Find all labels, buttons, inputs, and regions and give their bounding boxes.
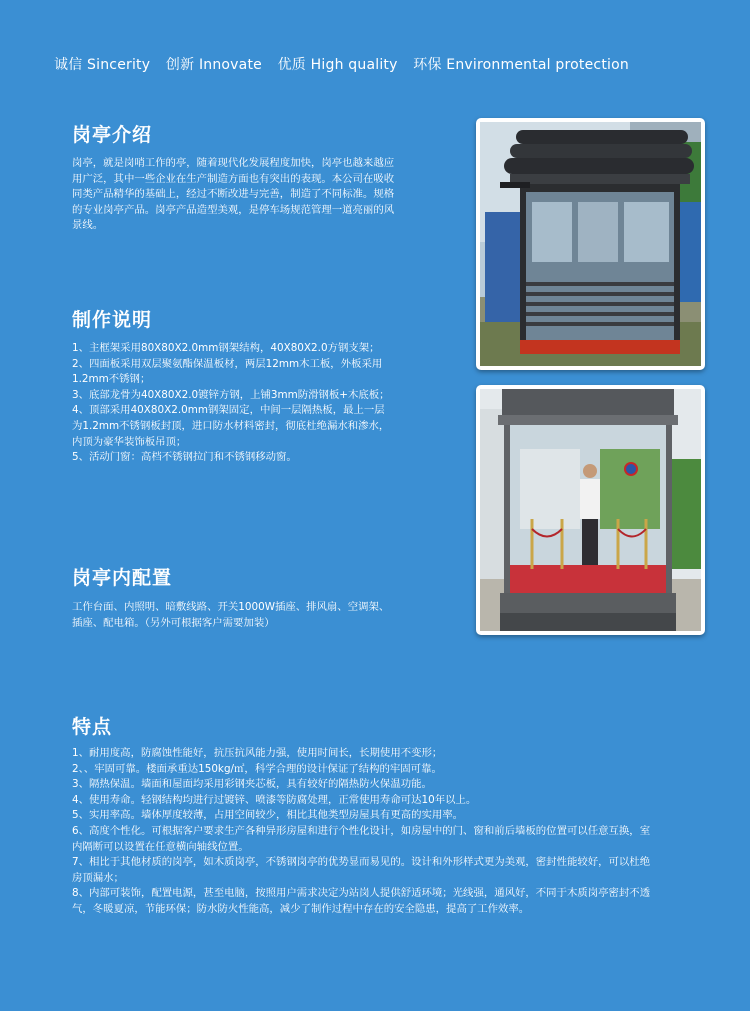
features-item: 8、内部可装饰，配置电源，甚至电脑，按照用户需求决定为站岗人提供舒适环境；光线强，通风好，不同于木质岗亭密封不透气，冬暖夏凉，节能环保；防水防火性能高，减少了制作过程中存在的安全隐患，提高了工作效率。 xyxy=(72,887,651,915)
slogan-item-environment: 环保 Environmental protection xyxy=(413,57,629,73)
booth-photo-2 xyxy=(476,385,705,635)
features-list xyxy=(72,746,652,918)
booth-photo-1 xyxy=(476,118,705,370)
intro-title: 岗亭介绍 xyxy=(72,124,153,146)
features-item: 3、隔热保温。墙面和屋面均采用彩钢夹芯板，具有较好的隔热防火保温功能。 xyxy=(72,778,432,791)
features-item: 4、使用寿命。轻钢结构均进行过镀锌、喷漆等防腐处理，正常使用寿命可达10年以上。 xyxy=(72,793,477,806)
making-item: 3、底部龙骨为40X80X2.0镀锌方钢，上铺3mm防滑钢板+木底板； xyxy=(72,388,390,401)
features-item: 2、、牢固可靠。楼面承重达150kg/㎡，科学合理的设计保证了结构的牢固可靠。 xyxy=(72,762,442,775)
config-body xyxy=(72,600,392,631)
intro-body xyxy=(72,156,398,234)
slogan-item-quality: 优质 High quality xyxy=(277,57,398,73)
making-item: 4、顶部采用40X80X2.0mm钢架固定，中间一层隔热板，最上一层为1.2mm不锈钢板封顶，进口防水材料密封，彻底杜绝漏水和渗水，内顶为豪华装饰板吊顶； xyxy=(72,404,390,448)
features-item: 7、相比于其他材质的岗亭，如木质岗亭，不锈钢岗亭的优势显而易见的。设计和外形样式更为美观，密封性能较好，可以杜绝房顶漏水； xyxy=(72,856,651,884)
features-item: 1、耐用度高，防腐蚀性能好，抗压抗风能力强，使用时间长，长期使用不变形； xyxy=(72,747,443,759)
making-item: 2、四面板采用双层聚氨酯保温板材，两层12mm木工板，外板采用1.2mm不锈钢； xyxy=(72,357,383,386)
booth-1-illustration xyxy=(480,122,701,366)
slogan-bar xyxy=(54,54,640,74)
config-text: 工作台面、内照明、暗敷线路、开关1000W插座、排风扇、空调架、插座、配电箱。（另外可根据客户需要加装） xyxy=(72,601,390,629)
making-item: 5、活动门窗：高档不锈钢拉门和不锈钢移动窗。 xyxy=(72,451,297,464)
config-title: 岗亭内配置 xyxy=(72,567,173,589)
booth-2-illustration xyxy=(480,389,701,631)
features-title: 特点 xyxy=(72,716,113,738)
making-list xyxy=(72,341,392,466)
features-item: 5、实用率高。墙体厚度较薄，占用空间较少，相比其他类型房屋具有更高的实用率。 xyxy=(72,809,464,822)
slogan-item-innovate: 创新 Innovate xyxy=(165,57,262,73)
slogan-item-sincerity: 诚信 Sincerity xyxy=(54,57,151,73)
intro-text: 岗亭，就是岗哨工作的亭，随着现代化发展程度加快，岗亭也越来越应用广泛，其中一些企业在生产制造方面也有突出的表现。本公司在吸收同类产品精华的基础上，经过不断改进与完善，制造了不同标准。规格的专业岗亭产品。岗亭产品造型美观，是停车场规范管理一道亮丽的风景线。 xyxy=(72,157,395,232)
features-item: 6、高度个性化。可根据客户要求生产各种异形房屋和进行个性化设计，如房屋中的门、窗和前后墙板的位置可以任意互换，室内隔断可以设置在任意横向轴线位置。 xyxy=(72,824,651,853)
making-title: 制作说明 xyxy=(72,309,153,331)
making-item: 1、主框架采用80X80X2.0mm钢架结构，40X80X2.0方钢支架； xyxy=(72,342,380,354)
